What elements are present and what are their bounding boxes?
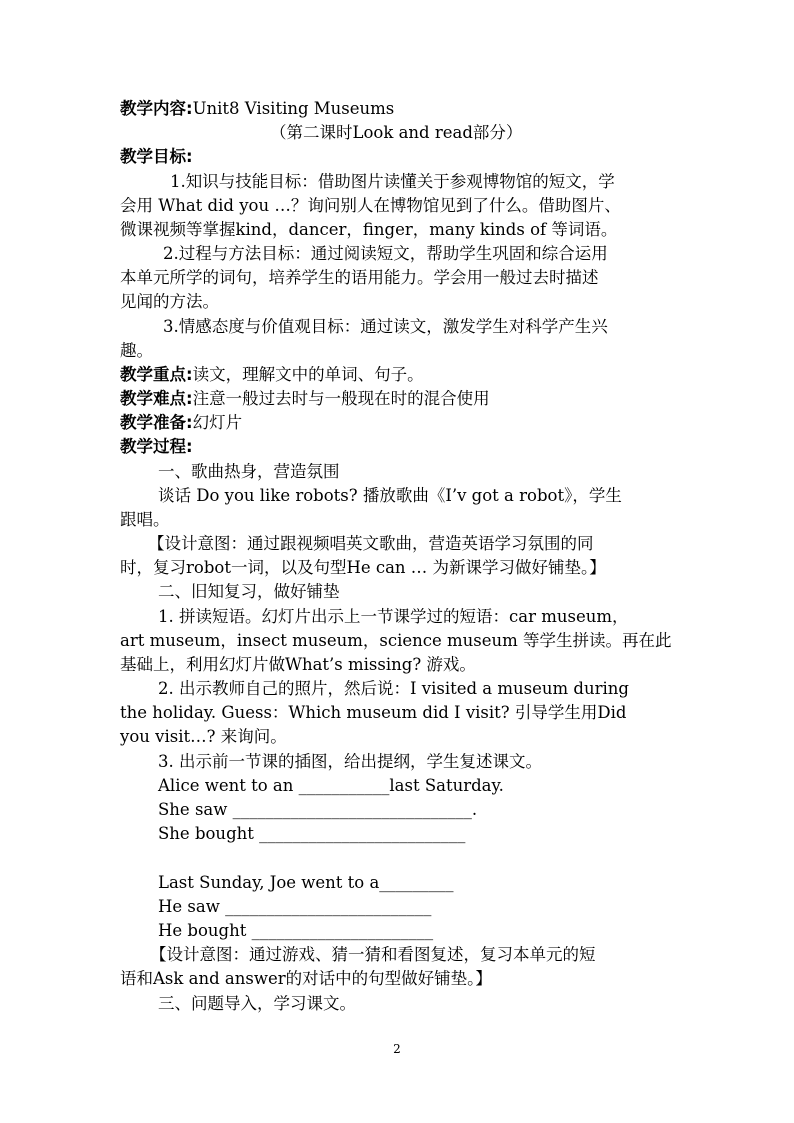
text-line: 本单元所学的词句，培养学生的语用能力。学会用一般过去时描述 xyxy=(120,268,599,287)
preparation-line xyxy=(120,411,242,435)
line-text: Unit8 Visiting Museums xyxy=(192,99,395,118)
text-line: 1.知识与技能目标：借助图片读懂关于参观博物馆的短文，学 xyxy=(170,172,615,191)
process-heading xyxy=(120,435,193,459)
outline-line: Last Sunday, Joe went to a_________ xyxy=(158,873,454,892)
section-heading: 一、歌曲热身，营造氛围 xyxy=(158,462,340,481)
outline-line: He bought ______________________ xyxy=(158,921,434,940)
difficulties-line xyxy=(120,387,490,411)
label: 教学重点: xyxy=(120,365,193,384)
label: 教学目标: xyxy=(120,147,193,166)
label: 教学准备: xyxy=(120,413,193,432)
text-line: 谈话 Do you like robots? 播放歌曲《I’v got a robot》，学生 xyxy=(158,486,622,505)
teaching-goals-heading xyxy=(120,145,193,169)
section-heading: 三、问题导入，学习课文。 xyxy=(158,994,356,1013)
text-line: 2.过程与方法目标：通过阅读短文，帮助学生巩固和综合运用 xyxy=(163,244,608,263)
text-line: 语和Ask and answer的对话中的句型做好铺垫。】 xyxy=(120,969,492,988)
text-line: 3. 出示前一节课的插图，给出提纲，学生复述课文。 xyxy=(158,752,542,771)
text-line: 时，复习robot一词，以及句型He can … 为新课学习做好铺垫。】 xyxy=(120,558,606,577)
text-line: art museum，insect museum，science museum 等学生拼读。再在此 xyxy=(120,631,672,650)
line-text: 注意一般过去时与一般现在时的混合使用 xyxy=(192,389,490,408)
text-line: you visit…? 来询问。 xyxy=(120,727,287,746)
text-line: 3.情感态度与价值观目标：通过读文，激发学生对科学产生兴 xyxy=(163,317,608,336)
text-line: 趣。 xyxy=(120,341,153,360)
key-points-line xyxy=(120,363,424,387)
teaching-content-line xyxy=(120,97,394,121)
label: 教学难点: xyxy=(120,389,193,408)
section-heading: 二、旧知复习，做好铺垫 xyxy=(158,582,340,601)
page-number: 2 xyxy=(393,1042,401,1056)
design-intent-line: 【设计意图：通过跟视频唱英文歌曲，营造英语学习氛围的同 xyxy=(148,534,594,553)
subtitle-line: （第二课时Look and read部分） xyxy=(270,123,523,142)
text-line: 2. 出示教师自己的照片，然后说：I visited a museum during xyxy=(158,679,629,698)
text-line: 会用 What did you …？询问别人在博物馆见到了什么。借助图片、 xyxy=(120,196,621,215)
line-text: 幻灯片 xyxy=(192,413,243,432)
text-line: 见闻的方法。 xyxy=(120,292,219,311)
label: 教学内容: xyxy=(120,99,193,118)
text-line: 跟唱。 xyxy=(120,510,170,529)
line-text: 读文，理解文中的单词、句子。 xyxy=(192,365,424,384)
outline-line: Alice went to an ___________last Saturday. xyxy=(158,776,504,795)
label: 教学过程: xyxy=(120,437,193,456)
text-line: 微课视频等掌握kind，dancer，finger，many kinds of 等词语。 xyxy=(120,220,618,239)
outline-line: She bought _________________________ xyxy=(158,824,466,843)
text-line: 基础上，利用幻灯片做What’s missing? 游戏。 xyxy=(120,655,476,674)
text-line: the holiday. Guess：Which museum did I visit? 引导学生用Did xyxy=(120,703,627,722)
text-line: 1. 拼读短语。幻灯片出示上一节课学过的短语：car museum， xyxy=(158,607,629,626)
outline-line: He saw _________________________ xyxy=(158,897,432,916)
design-intent-line: 【设计意图：通过游戏、猜一猜和看图复述，复习本单元的短 xyxy=(150,945,596,964)
outline-line: She saw _____________________________. xyxy=(158,800,478,819)
